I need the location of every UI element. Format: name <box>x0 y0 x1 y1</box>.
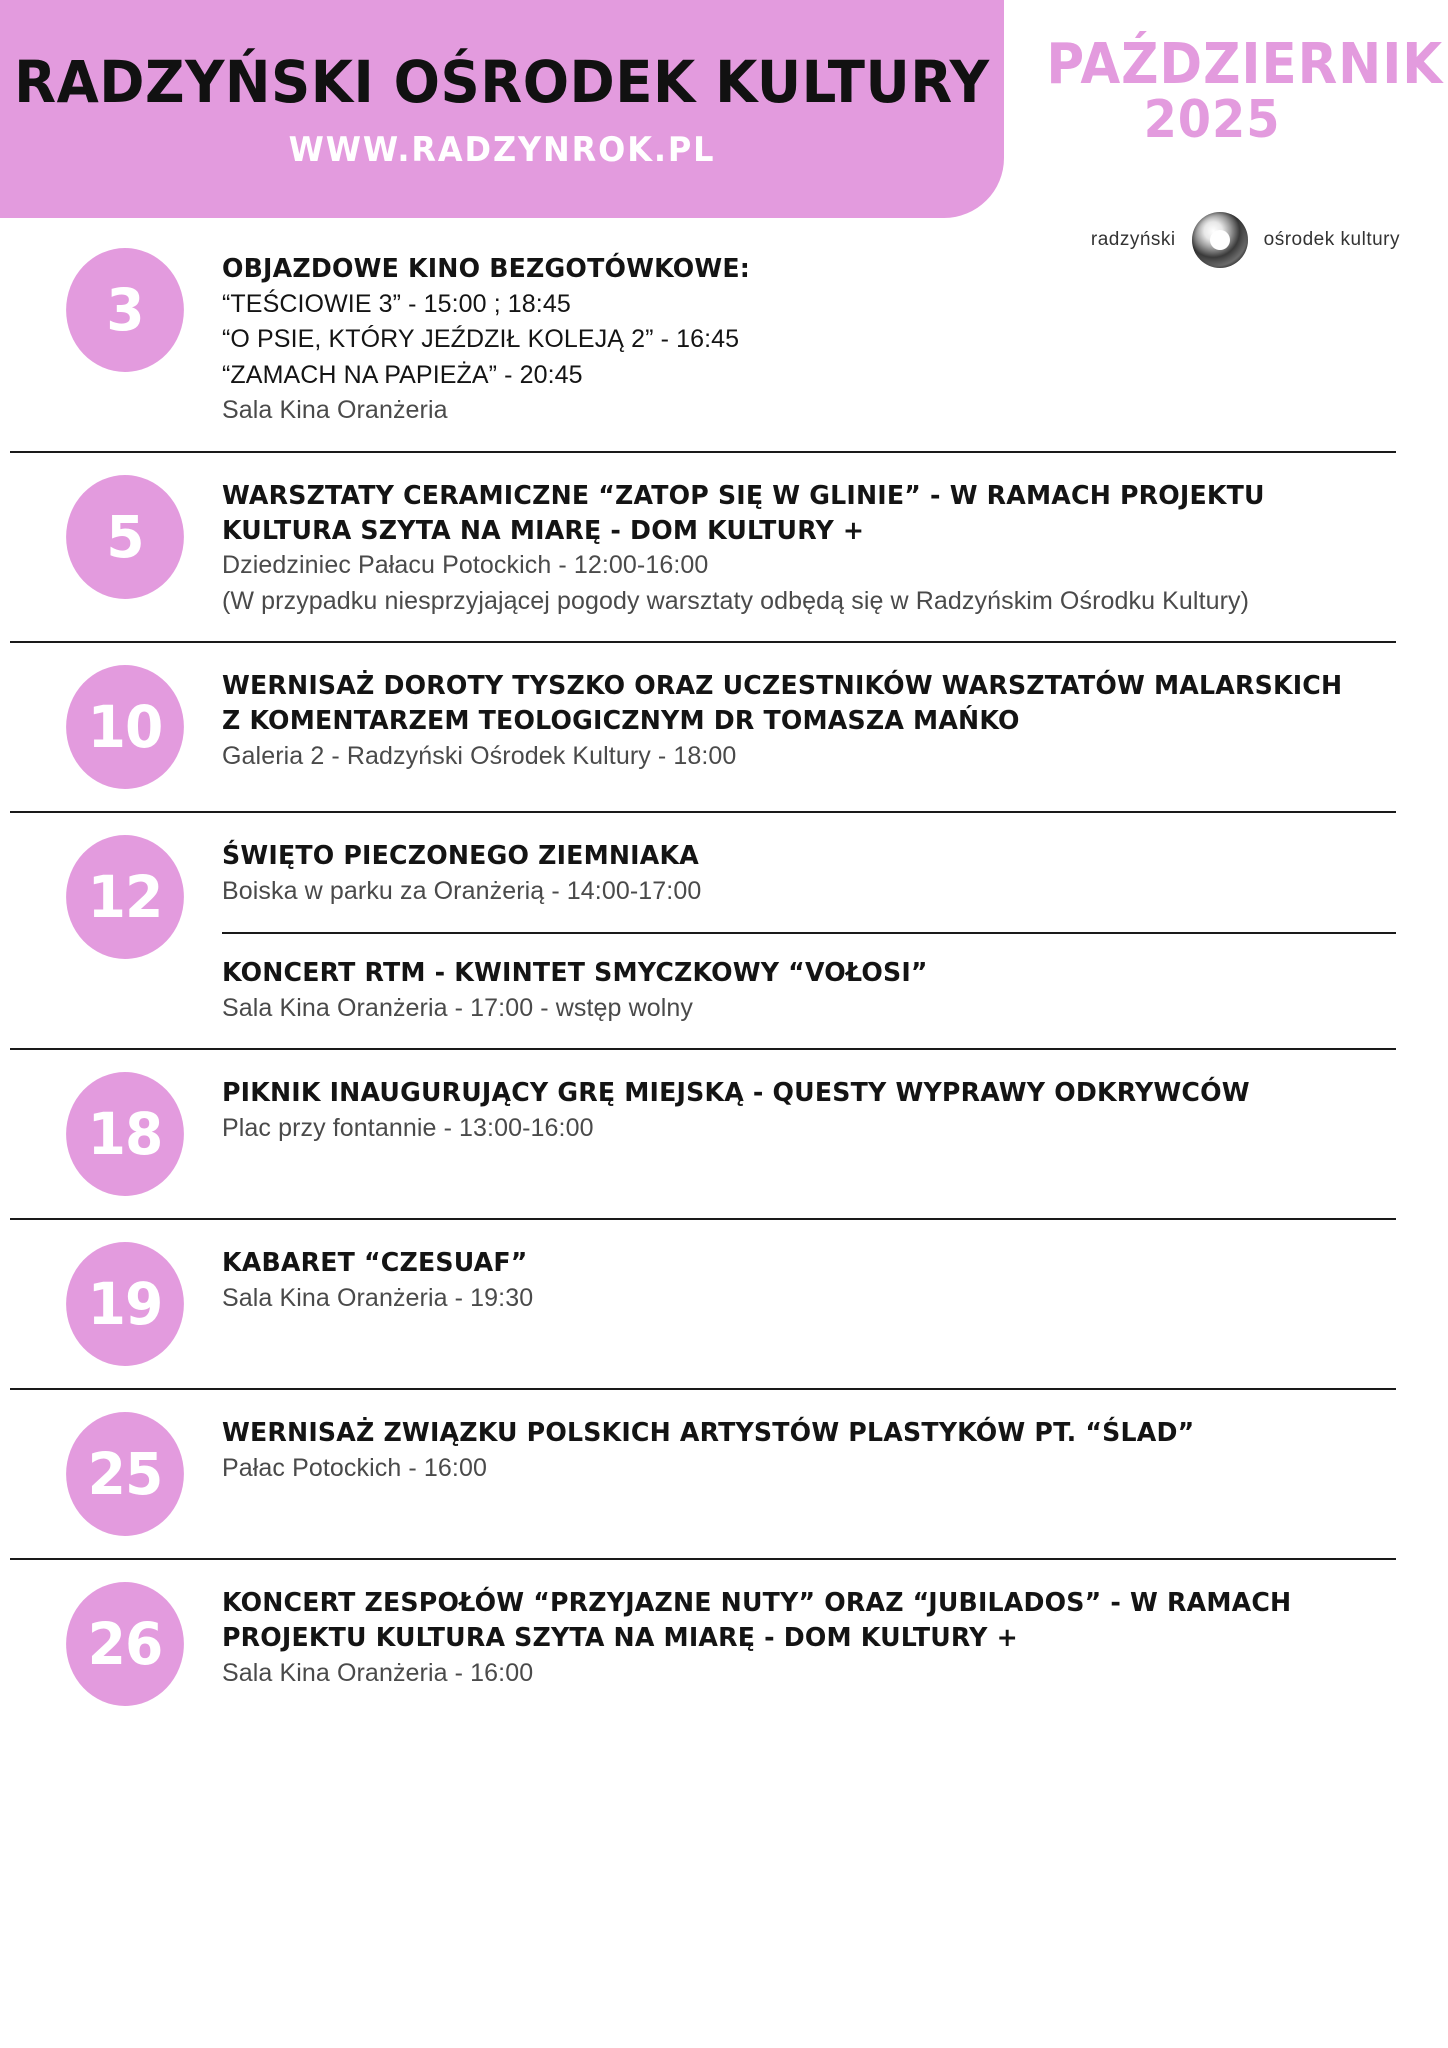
event-row <box>0 1582 1448 1706</box>
event-title: KONCERT ZESPOŁÓW “PRZYJAZNE NUTY” ORAZ “JUBILADOS” - W RAMACH PROJEKTU KULTURA SZYTA NA MIARĘ - DOM KULTURY + <box>222 1588 1292 1653</box>
event-venue: Dziedziniec Pałacu Potockich - 12:00-16:00 <box>222 551 709 580</box>
day-badge: 5 <box>66 475 184 599</box>
event-entries <box>210 475 1396 620</box>
event-entry <box>222 839 1396 909</box>
logo-right-label: ośrodek kultury <box>1263 229 1400 250</box>
day-cell <box>40 835 210 959</box>
event-title: WARSZTATY CERAMICZNE “ZATOP SIĘ W GLINIE” - W RAMACH PROJEKTU KULTURA SZYTA NA MIARĘ - DOM KULTURY + <box>222 480 1265 546</box>
event-title: KONCERT RTM - KWINTET SMYCZKOWY “VOŁOSI” <box>222 957 928 988</box>
month-name: PAŹDZIERNIK <box>1046 32 1444 97</box>
event-title: PIKNIK INAUGURUJĄCY GRĘ MIEJSKĄ - QUESTY WYPRAWY ODKRYWCÓW <box>222 1078 1250 1109</box>
event-entries <box>210 248 1396 429</box>
event-entries <box>210 1242 1396 1316</box>
event-venue: Pałac Potockich - 16:00 <box>222 1453 487 1482</box>
month-year: 2025 <box>1143 90 1281 151</box>
event-entry <box>222 1076 1396 1146</box>
month-block <box>1032 32 1444 151</box>
event-row <box>0 475 1448 620</box>
event-venue: Sala Kina Oranżeria <box>222 396 448 425</box>
event-title: OBJAZDOWE KINO BEZGOTÓWKOWE: <box>222 254 751 284</box>
event-row <box>0 835 1448 1026</box>
section-divider <box>10 1048 1396 1050</box>
event-entry <box>222 669 1396 774</box>
day-cell <box>40 1412 210 1536</box>
event-title: ŚWIĘTO PIECZONEGO ZIEMNIAKA <box>222 841 699 872</box>
event-detail-line: “TEŚCIOWIE 3” - 15:00 ; 18:45 <box>222 289 571 318</box>
day-cell <box>40 1072 210 1196</box>
website-url[interactable]: WWW.RADZYNROK.PL <box>288 130 716 170</box>
event-entries <box>210 835 1396 1026</box>
event-detail-line: “ZAMACH NA PAPIEŻA” - 20:45 <box>222 360 583 389</box>
event-row <box>0 665 1448 789</box>
event-detail-line: “O PSIE, KTÓRY JEŹDZIŁ KOLEJĄ 2” - 16:45 <box>222 325 740 354</box>
day-badge: 12 <box>66 835 184 959</box>
event-entries <box>210 1412 1396 1486</box>
day-badge: 26 <box>66 1582 184 1706</box>
day-badge: 3 <box>66 248 184 372</box>
event-entry <box>222 1416 1396 1486</box>
day-cell <box>40 248 210 372</box>
event-row <box>0 248 1448 429</box>
event-entry <box>222 1246 1396 1316</box>
day-badge: 25 <box>66 1412 184 1536</box>
event-entry <box>222 252 1396 429</box>
event-venue: Sala Kina Oranżeria - 19:30 <box>222 1283 534 1312</box>
event-entry <box>222 479 1396 620</box>
event-entries <box>210 1072 1396 1146</box>
event-venue: Boiska w parku za Oranżerią - 14:00-17:00 <box>222 877 702 906</box>
event-row <box>0 1242 1448 1366</box>
event-entries <box>210 665 1396 774</box>
poster-header <box>0 0 1448 248</box>
event-venue: Plac przy fontannie - 13:00-16:00 <box>222 1113 594 1142</box>
event-venue: Galeria 2 - Radzyński Ośrodek Kultury - 18:00 <box>222 742 737 771</box>
event-title: KABARET “CZESUAF” <box>222 1248 528 1279</box>
event-title: WERNISAŻ ZWIĄZKU POLSKICH ARTYSTÓW PLASTYKÓW PT. “ŚLAD” <box>222 1418 1195 1449</box>
page-title: RADZYŃSKI OŚRODEK KULTURY <box>14 48 990 116</box>
day-badge: 19 <box>66 1242 184 1366</box>
event-row <box>0 1072 1448 1196</box>
day-badge: 18 <box>66 1072 184 1196</box>
header-banner <box>0 0 1004 218</box>
day-cell <box>40 1582 210 1706</box>
section-divider <box>10 1558 1396 1560</box>
section-divider <box>10 811 1396 813</box>
event-venue: Sala Kina Oranżeria - 17:00 - wstęp wolny <box>222 993 693 1022</box>
section-divider <box>10 451 1396 453</box>
event-note: (W przypadku niesprzyjającej pogody warsztaty odbędą się w Radzyńskim Ośrodku Kultury) <box>222 586 1250 615</box>
section-divider <box>10 1218 1396 1220</box>
day-cell <box>40 475 210 599</box>
event-entry <box>222 932 1396 1026</box>
event-entry <box>222 1586 1396 1691</box>
day-cell <box>40 665 210 789</box>
event-title: WERNISAŻ DOROTY TYSZKO ORAZ UCZESTNIKÓW WARSZTATÓW MALARSKICH Z KOMENTARZEM TEOLOGICZNYM DR TOMASZA MAŃKO <box>222 671 1343 737</box>
event-entries <box>210 1582 1396 1691</box>
day-badge: 10 <box>66 665 184 789</box>
logo-left-label: radzyński <box>1090 229 1176 250</box>
section-divider <box>10 641 1396 643</box>
event-venue: Sala Kina Oranżeria - 16:00 <box>222 1658 534 1687</box>
event-row <box>0 1412 1448 1536</box>
section-divider <box>10 1388 1396 1390</box>
day-cell <box>40 1242 210 1366</box>
events-list <box>0 248 1448 1746</box>
